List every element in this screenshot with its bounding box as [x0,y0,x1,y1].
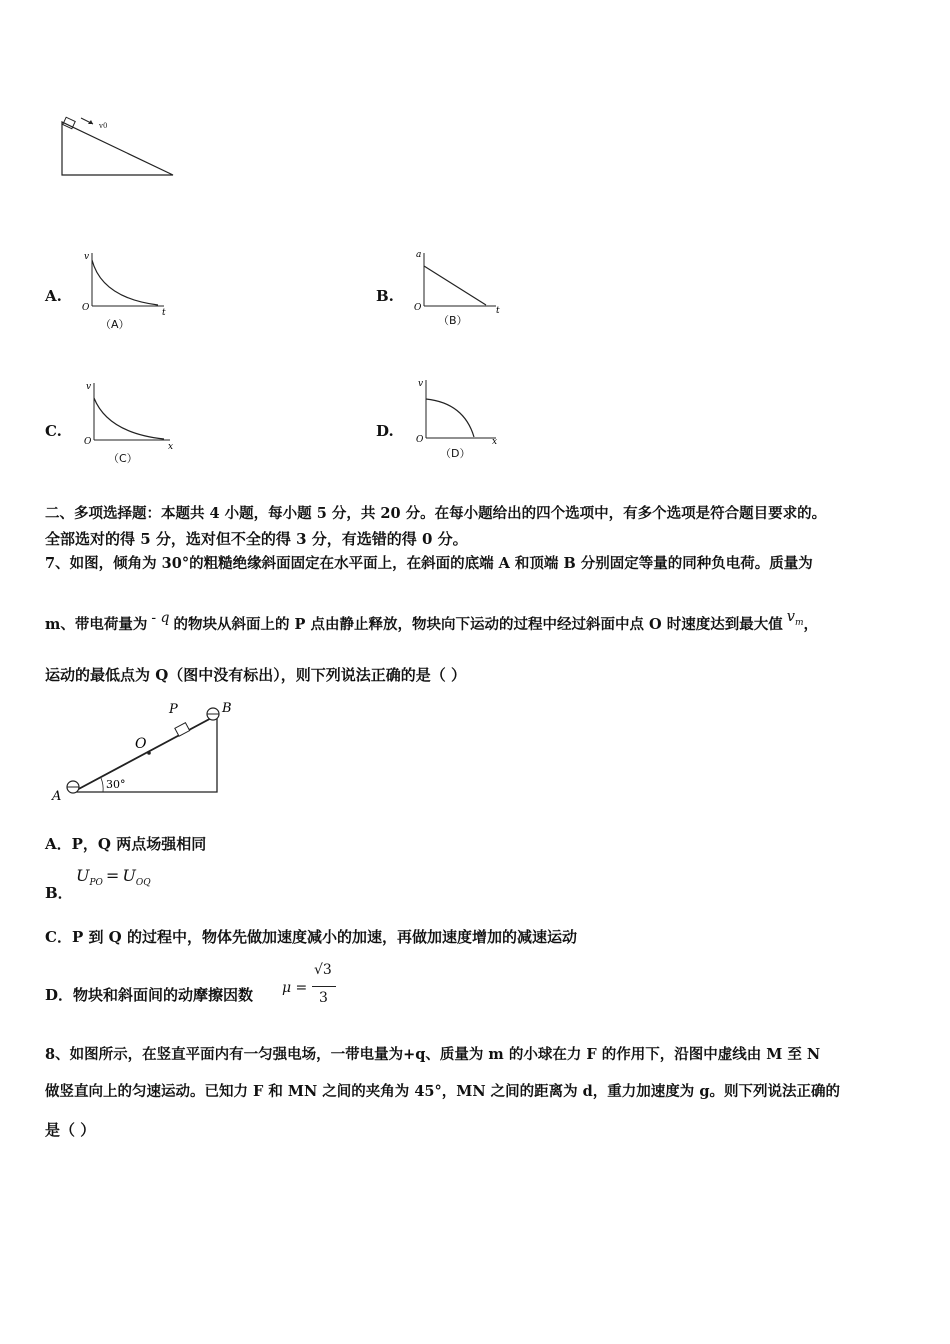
q7-line2b: 的物块从斜面上的 P 点由静止释放，物块向下运动的过程中经过斜面中点 O 时速度达到最大值 [173,616,783,633]
q7-line2 [45,609,818,641]
q7-fig-o: O [135,736,147,752]
q7-option-d: D．物块和斜面间的动摩擦因数 [45,986,254,1004]
q7-option-a: A．P，Q 两点场强相同 [45,835,207,853]
frac-denominator: 3 [319,990,328,1006]
graph-c-caption: （C） [108,452,138,465]
q8-line2: 做竖直向上的匀速运动。已知力 F 和 MN 之间的夹角为 45°，MN 之间的距离为 d，重力加速度为 g。则下列说法正确的 [45,1083,840,1100]
q7-option-b-label: B． [45,884,73,902]
graph-a-caption: （A） [100,318,130,331]
option-d-label: D. [376,422,394,440]
option-c-label: C. [45,422,62,440]
graph-d-x-axis: x [492,437,498,447]
graph-a-y-axis: v [84,252,90,262]
graph-d-origin: O [416,435,424,445]
q7-fig-angle: 30° [106,778,126,791]
graph-b-origin: O [414,303,422,313]
graph-b-y-axis: a [416,250,422,260]
q7-option-b-formula: $U_{PO} = U_{OQ}$ [76,866,151,889]
graph-b-caption: （B） [438,314,468,327]
q7-vm: $v_m$ [786,609,804,628]
q8-line3: 是（ ） [45,1121,96,1139]
frac-line [312,986,336,987]
option-a-label: A. [45,287,62,305]
section2-line2: 全部选对的得 5 分，选对但不全的得 3 分，有选错的得 0 分。 [45,530,468,548]
graph-c [80,378,180,453]
graph-a-x-axis: t [162,308,166,318]
graph-c-x-axis: x [168,442,174,452]
graph-b-x-axis: t [496,306,500,316]
q7-line1: 7、如图，倾角为 30°的粗糙绝缘斜面固定在水平面上，在斜面的底端 A 和顶端 B 分别固定等量的同种负电荷。质量为 [45,555,813,572]
v0-label: v0 [99,122,108,130]
q7-fig-p: P [169,702,178,717]
graph-d-y-axis: v [418,379,424,389]
graph-a-origin: O [82,303,90,313]
graph-a [80,248,170,318]
section2-line1: 二、多项选择题：本题共 4 小题，每小题 5 分，共 20 分。在每小题给出的四个选项中，有多个选项是符合题目要求的。 [45,505,827,522]
q7-line3: 运动的最低点为 Q（图中没有标出），则下列说法正确的是（ ） [45,666,467,684]
frac-numerator: √3 [314,962,332,978]
option-b-label: B. [376,287,394,305]
q7-line2c: ， [803,616,818,633]
q7-incline-figure [45,693,245,808]
q7-option-c: C．P 到 Q 的过程中，物体先做加速度减小的加速，再做加速度增加的减速运动 [45,928,577,946]
q7-fig-b: B [222,701,232,716]
mu-symbol: μ = [282,980,308,996]
q7-line2a: m、带电荷量为 [45,616,148,633]
graph-d [412,375,507,450]
graph-b [412,248,507,318]
top-incline-figure [55,110,185,185]
q8-line1: 8、如图所示，在竖直平面内有一匀强电场，一带电量为+q、质量为 m 的小球在力 F 的作用下，沿图中虚线由 M 至 N [45,1046,821,1063]
graph-c-origin: O [84,437,92,447]
q7-charge: - q [151,610,170,626]
graph-d-caption: （D） [440,447,471,460]
graph-c-y-axis: v [86,382,92,392]
q7-fig-a: A [52,789,62,804]
